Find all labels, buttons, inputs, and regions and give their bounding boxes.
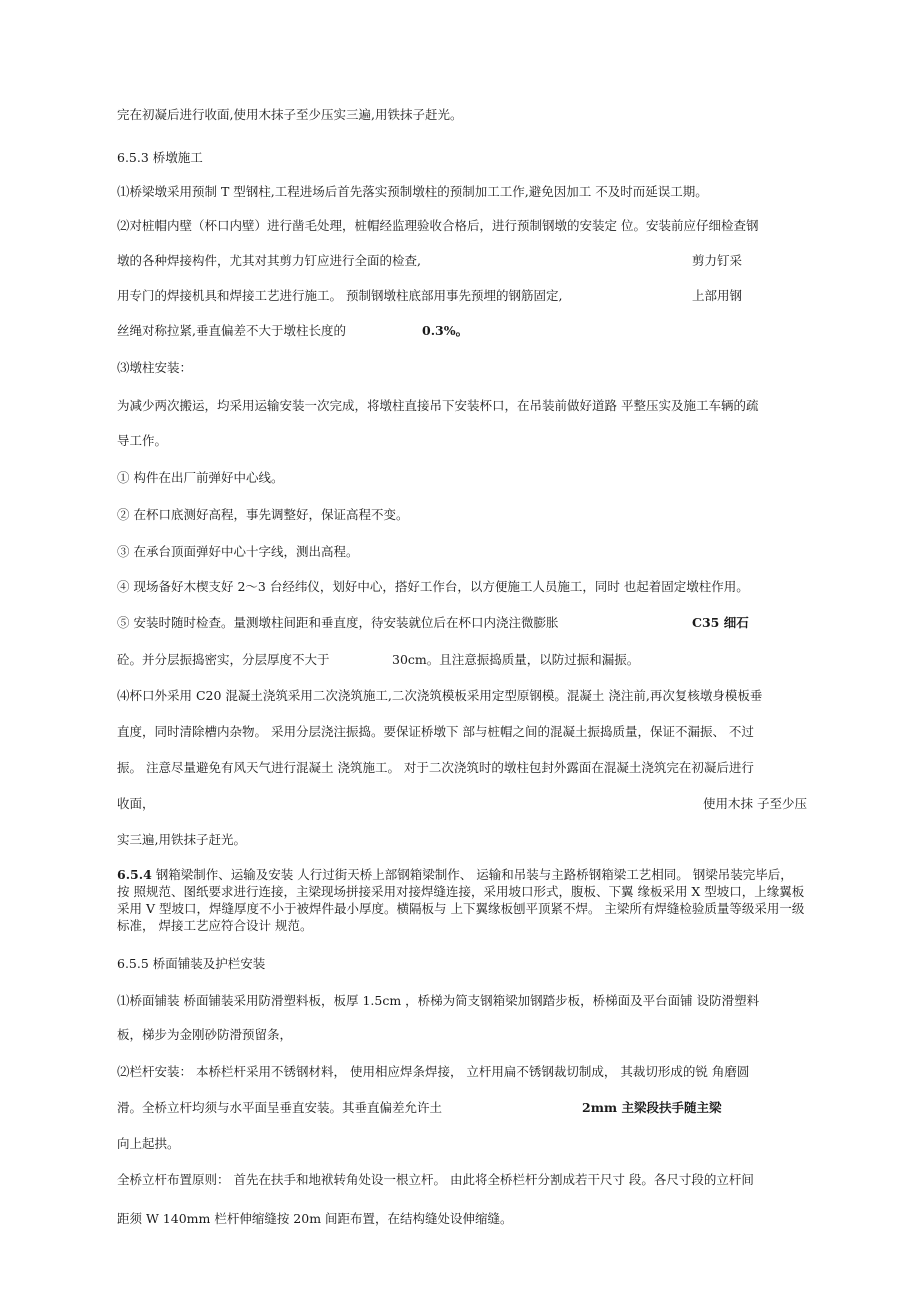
- step-1: ① 构件在出厂前弹好中心线。: [117, 470, 284, 485]
- deviation-value: 0.3%。: [422, 323, 469, 338]
- item-2-line-1: ⑵栏杆安装： 本桥栏杆采用不锈钢材料， 使用相应焊条焊接， 立杆用扁不锈钢裁切制成， 其裁切形成的锐 角磨圆: [117, 1064, 750, 1079]
- step-3: ③ 在承台顶面弹好中心十字线，测出高程。: [117, 544, 359, 559]
- section-6-5-4-paragraph: [117, 866, 807, 934]
- section-heading-6-5-3: 6.5.3 桥墩施工: [117, 150, 203, 165]
- section-number-6-5-4: 6.5.4: [117, 867, 152, 882]
- layout-principle-line-1: 全桥立杆布置原则： 首先在扶手和地袱转角处设一根立杆。 由此将全桥栏杆分割成若干尺寸 段。各尺寸段的立杆间: [117, 1172, 754, 1187]
- paragraph-3-line-2: 导工作。: [117, 433, 168, 448]
- paragraph-2-line-4: 丝绳对称拉紧,垂直偏差不大于墩柱长度的: [117, 323, 346, 338]
- text-line: 完在初凝后进行收面,使用木抹子至少压实三遍,用铁抹子赶光。: [117, 107, 463, 122]
- paragraph-2-line-1: ⑵对桩帽内壁（杯口内壁）进行凿毛处理，桩帽经监理验收合格后，进行预制钢墩的安装定 位。安装前应仔细检查钢: [117, 218, 759, 233]
- paragraph-4-line-4: 收面，: [117, 796, 155, 811]
- step-5-line-2-value: 30cm。且注意振捣质量，以防过振和漏振。: [392, 652, 640, 667]
- paragraph-2-line-2-right: 剪力钉采: [692, 253, 743, 268]
- paragraph-4-line-5: 实三遍,用铁抹子赶光。: [117, 832, 246, 847]
- section-6-5-4-text: 钢箱梁制作、运输及安装 人行过街天桥上部钢箱梁制作、 运输和吊装与主路桥钢箱梁工艺相同。 钢梁吊装完毕后， 按 照规范、图纸要求进行连接，主梁现场拼接采用对接焊缝连接，采用坡口形式，腹板、下翼 缘板采用 X 型坡口，上缘翼板采用 V 型坡口，焊缝厚度不小于被焊件最小厚度。横隔板与 上下翼缘板刨平顶紧不焊。 主梁所有焊缝检验质量等级采用一级标准， 焊接工艺应符合设计 规范。: [117, 867, 805, 933]
- paragraph-2-line-2: 墩的各种焊接构件，尤其对其剪力钉应进行全面的检查,: [117, 253, 421, 268]
- paragraph-4-line-3: 振。 注意尽量避免有风天气进行混凝土 浇筑施工。 对于二次浇筑时的墩柱包封外露面在混凝土浇筑完在初凝后进行: [117, 760, 754, 775]
- item-1-line-1: ⑴桥面铺装 桥面铺装采用防滑塑料板，板厚 1.5cm ，桥梯为简支钢箱梁加钢踏步板，桥梯面及平台面铺 设防滑塑料: [117, 993, 760, 1008]
- step-2: ② 在杯口底测好高程，事先调整好，保证高程不变。: [117, 507, 409, 522]
- paragraph-3-line-1: 为减少两次搬运，均采用运输安装一次完成，将墩柱直接吊下安装杯口，在吊装前做好道路 平整压实及施工车辆的疏: [117, 398, 759, 413]
- step-5-line-2: 砼。并分层振捣密实，分层厚度不大于: [117, 652, 330, 667]
- paragraph-2-line-3: 用专门的焊接机具和焊接工艺进行施工。 预制钢墩柱底部用事先预埋的钢筋固定,: [117, 288, 563, 303]
- step-5-line-1: ⑤ 安装时随时检查。量测墩柱间距和垂直度，待安装就位后在杯口内浇注微膨胀: [117, 615, 559, 630]
- paragraph-4-line-4-right: 使用木抹 子至少压: [703, 796, 807, 811]
- paragraph-3-heading: ⑶墩柱安装：: [117, 360, 193, 375]
- item-2-line-3: 向上起拱。: [117, 1136, 180, 1151]
- paragraph-2-line-3-right: 上部用钢: [692, 288, 743, 303]
- paragraph-4-line-2: 直度，同时清除槽内杂物。 采用分层浇注振捣。要保证桥墩下 部与桩帽之间的混凝土振捣质量，保证不漏振、 不过: [117, 724, 754, 739]
- paragraph-4-line-1: ⑷杯口外采用 C20 混凝土浇筑采用二次浇筑施工,二次浇筑模板采用定型原钢模。混凝土 浇注前,再次复核墩身模板垂: [117, 688, 763, 703]
- item-2-line-2-right: 2mm 主梁段扶手随主梁: [582, 1100, 722, 1115]
- step-5-line-1-right: C35 细石: [692, 615, 749, 630]
- layout-principle-line-2: 距须 W 140mm 栏杆伸缩缝按 20m 间距布置，在结构缝处设伸缩缝。: [117, 1211, 513, 1226]
- step-4: ④ 现场备好木楔支好 2～3 台经纬仪，划好中心，搭好工作台，以方便施工人员施工，同时 也起着固定墩柱作用。: [117, 579, 749, 594]
- section-heading-6-5-5: 6.5.5 桥面铺装及护栏安装: [117, 956, 266, 971]
- item-2-line-2: 滑。全桥立杆均须与水平面呈垂直安装。其垂直偏差允许土: [117, 1100, 443, 1115]
- item-1-line-2: 板，梯步为金刚砂防滑预留条，: [117, 1027, 293, 1042]
- paragraph-1: ⑴桥梁墩采用预制 T 型钢柱,工程进场后首先落实预制墩柱的预制加工工作,避免因加工 不及时而延误工期。: [117, 184, 708, 199]
